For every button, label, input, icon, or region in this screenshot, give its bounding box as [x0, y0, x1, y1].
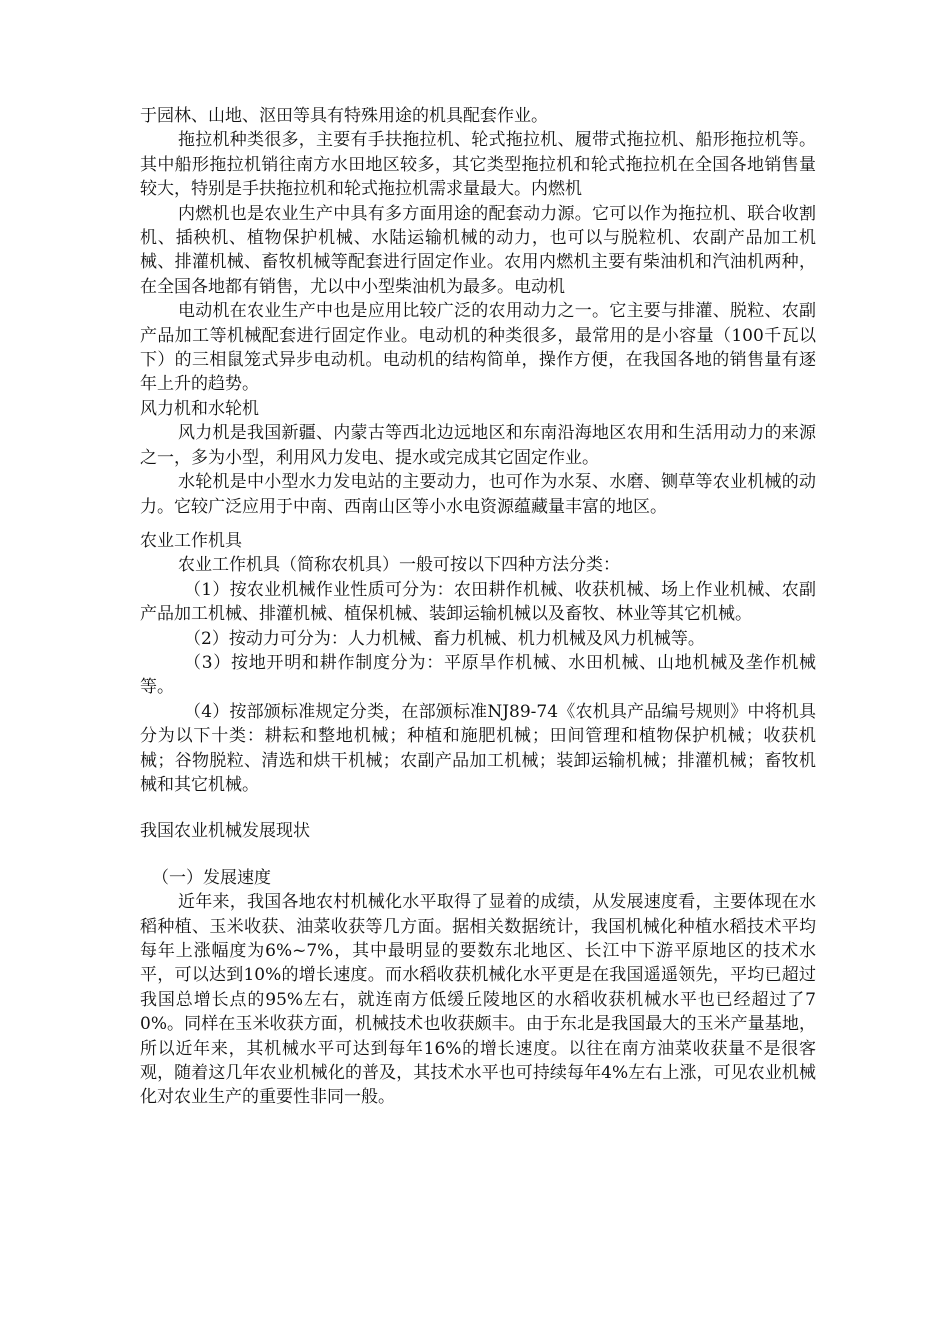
heading-development-status: 我国农业机械发展现状	[140, 821, 310, 842]
list-item-1: （1）按农业机械作业性质可分为：农田耕作机械、收获机械、场上作业机械、农副产品加工机械、排灌机械、植保机械、装卸运输机械以及畜牧、林业等其它机械。	[140, 579, 816, 625]
paragraph-water-turbine: 水轮机是中小型水力发电站的主要动力，也可作为水泵、水磨、铡草等农业机械的动力。它较广泛应用于中南、西南山区等小水电资源蕴藏量丰富的地区。	[140, 472, 816, 517]
heading-farm-implements: 农业工作机具	[140, 530, 242, 551]
spacer	[140, 844, 816, 866]
spacer	[140, 797, 816, 819]
list-item-4: （4）按部颁标准规定分类，在部颁标准NJ89-74《农机具产品编号规则》中将机具分为以下十类：耕耘和整地机械；种植和施肥机械；田间管理和植物保护机械；收获机械；谷物脱粒、清选和烘干机械；农副产品加工机械；装卸运输机械；排灌机械；畜牧机械和其它机械。	[140, 701, 816, 795]
paragraph-classification-intro: 农业工作机具（简称农机具）一般可按以下四种方法分类：	[178, 555, 620, 576]
list-item-3: （3）按地开明和耕作制度分为：平原旱作机械、水田机械、山地机械及垄作机械等。	[140, 652, 816, 698]
document-page	[140, 104, 816, 1110]
paragraph-electric-motor: 电动机在农业生产中也是应用比较广泛的农用动力之一。它主要与排灌、脱粒、农副产品加工等机械配套进行固定作业。电动机的种类很多，最常用的是小容量（100千瓦以下）的三相鼠笼式异步电动机。电动机的结构简单，操作方便，在我国各地的销售量有逐年上升的趋势。	[140, 301, 816, 395]
paragraph-development-speed: 近年来，我国各地农村机械化水平取得了显着的成绩，从发展速度看，主要体现在水稻种植、玉米收获、油菜收获等几方面。据相关数据统计，我国机械化种植水稻技术平均每年上涨幅度为6%~7%，其中最明显的要数东北地区、长江中下游平原地区的技术水平，可以达到10%的增长速度。而水稻收获机械化水平更是在我国遥遥领先，平均已超过我国总增长点的95%左右，就连南方低缓丘陵地区的水稻收获机械水平也已经超过了70%。同样在玉米收获方面，机械技术也收获颇丰。由于东北是我国最大的玉米产量基地，所以近年来，其机械水平可达到每年16%的增长速度。以往在南方油菜收获量不是很客观，随着这几年农业机械化的普及，其技术水平也可持续每年4%左右上涨，可见农业机械化对农业生产的重要性非同一般。	[140, 892, 816, 1108]
paragraph-combustion-engine: 内燃机也是农业生产中具有多方面用途的配套动力源。它可以作为拖拉机、联合收割机、插秧机、植物保护机械、水陆运输机械的动力，也可以与脱粒机、农副产品加工机械、排灌机械、畜牧机械等配套进行固定作业。农用内燃机主要有柴油机和汽油机两种，在全国各地都有销售，尤以中小型柴油机为最多。电动机	[140, 203, 816, 297]
list-item-2: （2）按动力可分为：人力机械、畜力机械、机力机械及风力机械等。	[184, 628, 705, 649]
paragraph-special-use: 于园林、山地、沤田等具有特殊用途的机具配套作业。	[140, 106, 548, 126]
spacer	[140, 519, 816, 529]
heading-wind-water: 风力机和水轮机	[140, 398, 259, 419]
paragraph-wind-turbine: 风力机是我国新疆、内蒙古等西北边远地区和东南沿海地区农用和生活用动力的来源之一，多为小型，利用风力发电、提水或完成其它固定作业。	[140, 423, 816, 468]
subheading-development-speed: （一）发展速度	[152, 867, 271, 888]
paragraph-tractor-types: 拖拉机种类很多，主要有手扶拖拉机、轮式拖拉机、履带式拖拉机、船形拖拉机等。其中船形拖拉机销往南方水田地区较多，其它类型拖拉机和轮式拖拉机在全国各地销售量较大，特别是手扶拖拉机和轮式拖拉机需求量最大。内燃机	[140, 130, 816, 200]
